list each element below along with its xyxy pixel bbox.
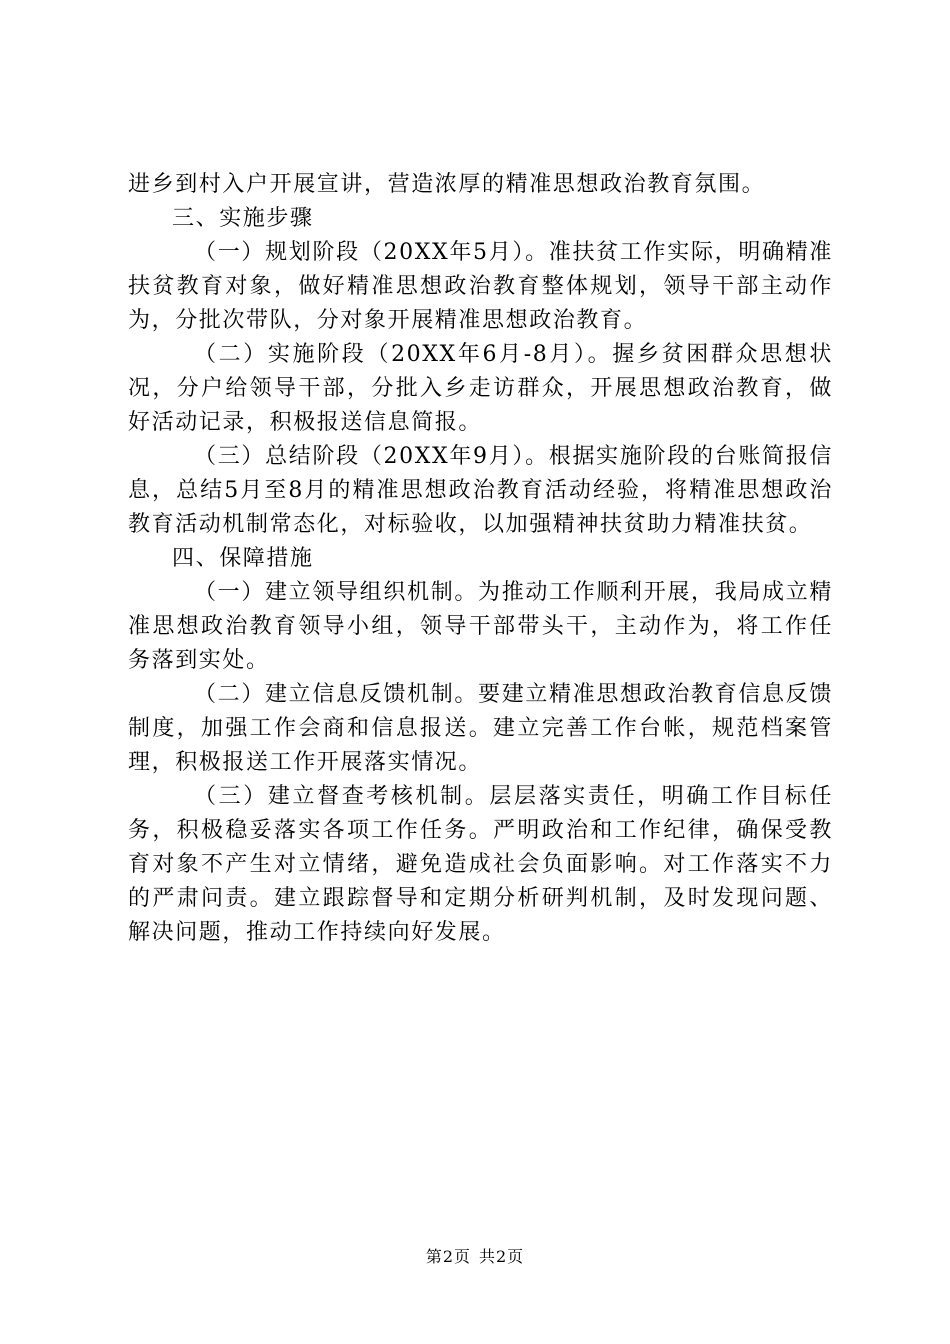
page-footer [0,1244,950,1267]
page-number: 第2页 [425,1247,471,1266]
section-heading-implementation-steps: 三、实施步骤 [172,206,314,231]
paragraph-planning-stage: （一）规划阶段（20XX年5月）。准扶贫工作实际，明确精准扶贫教育对象，做好精准思想政治教育整体规划，领导干部主动作为，分批次带队，分对象开展精准思想政治教育。 [128,240,833,333]
page-total: 共2页 [479,1247,525,1266]
document-body [128,168,833,950]
paragraph-implementation-stage: （二）实施阶段（20XX年6月-8月）。握乡贫困群众思想状况，分户给领导干部，分批入乡走访群众，开展思想政治教育，做好活动记录，积极报送信息简报。 [128,342,833,435]
paragraph-feedback-mechanism: （二）建立信息反馈机制。要建立精准思想政治教育信息反馈制度，加强工作会商和信息报送。建立完善工作台帐，规范档案管理，积极报送工作开展落实情况。 [128,682,833,775]
paragraph-leadership-mechanism: （一）建立领导组织机制。为推动工作顺利开展，我局成立精准思想政治教育领导小组，领导干部带头干，主动作为，将工作任务落到实处。 [128,580,833,673]
section-heading-safeguards: 四、保障措施 [172,546,314,571]
paragraph-supervision-mechanism: （三）建立督查考核机制。层层落实责任，明确工作目标任务，积极稳妥落实各项工作任务。严明政治和工作纪律，确保受教育对象不产生对立情绪，避免造成社会负面影响。对工作落实不力的严肃问责。建立跟踪督导和定期分析研判机制，及时发现问题、解决问题，推动工作持续向好发展。 [128,784,833,945]
paragraph-continuation: 进乡到村入户开展宣讲，营造浓厚的精准思想政治教育氛围。 [128,172,766,197]
paragraph-summary-stage: （三）总结阶段（20XX年9月）。根据实施阶段的台账简报信息，总结5月至8月的精准思想政治教育活动经验，将精准思想政治教育活动机制常态化，对标验收，以加强精神扶贫助力精准扶贫。 [128,444,833,537]
